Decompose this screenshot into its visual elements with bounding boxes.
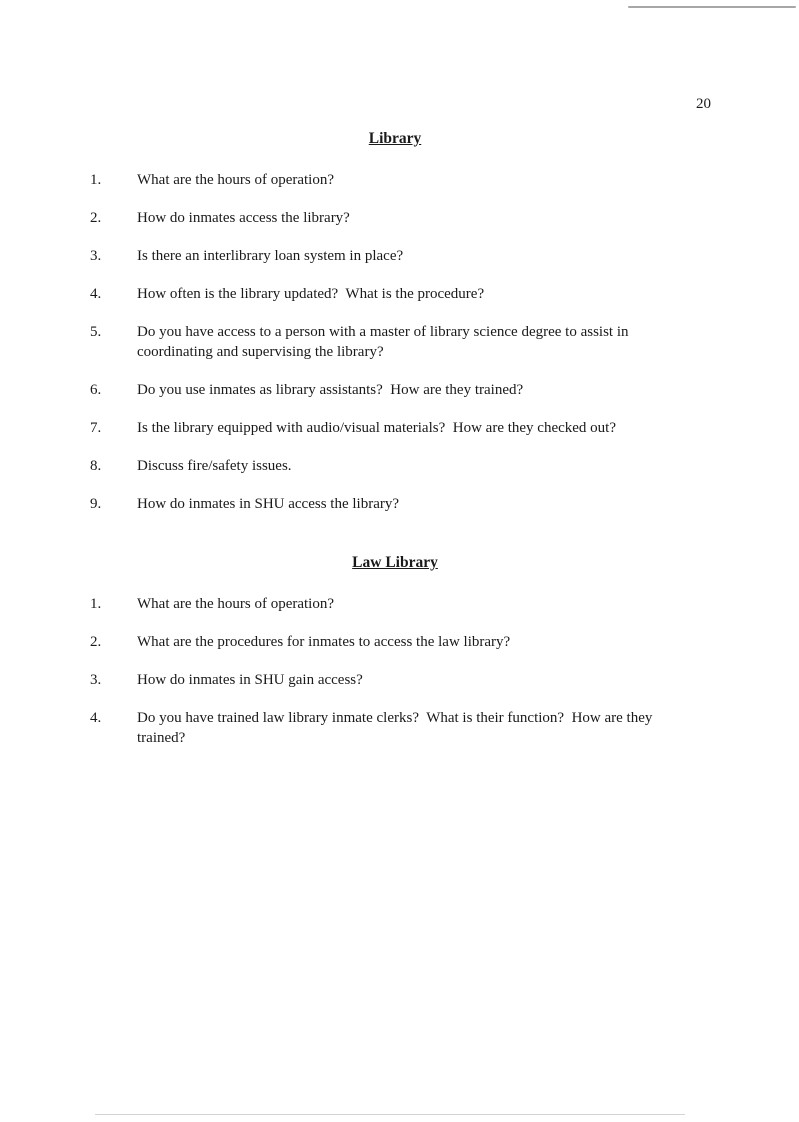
library-question-list: [90, 170, 700, 514]
item-text: How often is the library updated? What is the procedure?: [137, 286, 485, 302]
item-text: Is the library equipped with audio/visual materials? How are they checked out?: [137, 420, 617, 436]
item-number: 2.: [90, 634, 102, 650]
item-number: 9.: [90, 496, 102, 512]
item-text: Is there an interlibrary loan system in place?: [137, 248, 404, 264]
item-text: Do you use inmates as library assistants? How are they trained?: [137, 382, 524, 398]
list-item: [90, 594, 700, 614]
item-number: 6.: [90, 382, 102, 398]
list-item: [90, 284, 700, 304]
scan-artifact-top-line: [628, 6, 796, 8]
list-item: [90, 322, 700, 362]
item-text: What are the hours of operation?: [137, 172, 334, 188]
item-number: 8.: [90, 458, 102, 474]
page-content: [90, 130, 700, 766]
list-item: [90, 494, 700, 514]
section-title-library: Library: [368, 130, 422, 147]
item-number: 3.: [90, 672, 102, 688]
list-item: [90, 170, 700, 190]
page-number: 20: [696, 96, 711, 112]
item-text: Do you have access to a person with a master of library science degree to assist in coordinating and supervising the library?: [137, 324, 633, 360]
section-title-law-library: Law Library: [352, 554, 438, 571]
list-item: [90, 380, 700, 400]
item-number: 3.: [90, 248, 102, 264]
list-item: [90, 670, 700, 690]
list-item: [90, 456, 700, 476]
list-item: [90, 632, 700, 652]
list-item: [90, 246, 700, 266]
item-text: Discuss fire/safety issues.: [137, 458, 292, 474]
item-text: What are the procedures for inmates to access the law library?: [137, 634, 511, 650]
list-item: [90, 418, 700, 438]
item-number: 4.: [90, 710, 102, 726]
item-number: 5.: [90, 324, 102, 340]
law-library-question-list: [90, 594, 700, 748]
item-number: 7.: [90, 420, 102, 436]
item-number: 1.: [90, 596, 102, 612]
item-text: What are the hours of operation?: [137, 596, 334, 612]
scan-artifact-bottom-line: [95, 1114, 685, 1115]
item-text: How do inmates in SHU access the library?: [137, 496, 400, 512]
list-item: [90, 208, 700, 228]
item-text: How do inmates access the library?: [137, 210, 350, 226]
item-number: 4.: [90, 286, 102, 302]
item-number: 1.: [90, 172, 102, 188]
list-item: [90, 708, 700, 748]
item-text: How do inmates in SHU gain access?: [137, 672, 363, 688]
item-number: 2.: [90, 210, 102, 226]
item-text: Do you have trained law library inmate clerks? What is their function? How are they trained?: [137, 710, 657, 746]
